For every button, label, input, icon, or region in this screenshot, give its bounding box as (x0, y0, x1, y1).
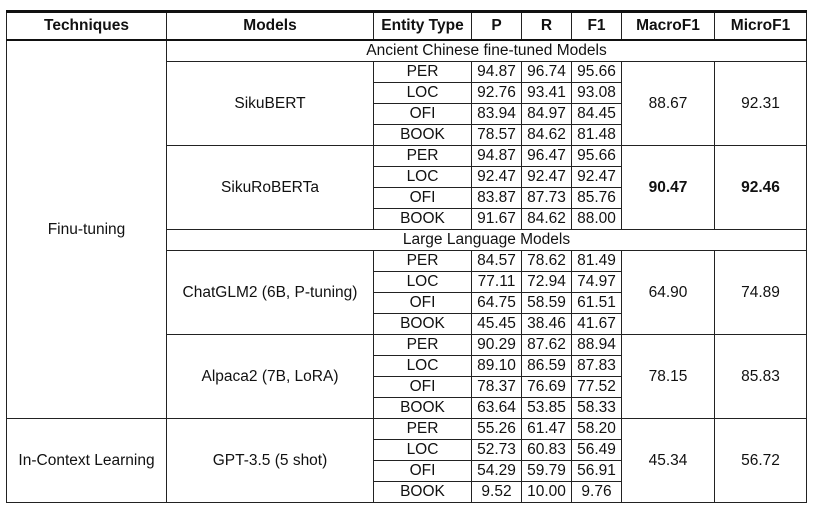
entity-type: OFI (374, 293, 472, 314)
entity-type: OFI (374, 104, 472, 125)
p-value: 91.67 (472, 209, 522, 230)
p-value: 64.75 (472, 293, 522, 314)
r-value: 87.73 (522, 188, 572, 209)
model-name: ChatGLM2 (6B, P-tuning) (167, 251, 374, 335)
r-value: 59.79 (522, 461, 572, 482)
f1-value: 58.20 (572, 419, 622, 440)
r-value: 84.62 (522, 209, 572, 230)
model-name: GPT-3.5 (5 shot) (167, 419, 374, 503)
technique-fine-tuning: Finu-tuning (7, 40, 167, 419)
table-row (7, 419, 807, 440)
r-value: 53.85 (522, 398, 572, 419)
f1-value: 84.45 (572, 104, 622, 125)
r-value: 86.59 (522, 356, 572, 377)
header-entity-type: Entity Type (374, 12, 472, 41)
micro-f1-value: 74.89 (715, 251, 807, 335)
p-value: 94.87 (472, 62, 522, 83)
section-ancient: Ancient Chinese fine-tuned Models (167, 40, 807, 62)
header-macro-f1: MacroF1 (622, 12, 715, 41)
f1-value: 74.97 (572, 272, 622, 293)
entity-type: BOOK (374, 209, 472, 230)
r-value: 60.83 (522, 440, 572, 461)
f1-value: 41.67 (572, 314, 622, 335)
header-p: P (472, 12, 522, 41)
r-value: 93.41 (522, 83, 572, 104)
f1-value: 88.94 (572, 335, 622, 356)
p-value: 9.52 (472, 482, 522, 503)
f1-value: 92.47 (572, 167, 622, 188)
micro-f1-value: 92.46 (715, 146, 807, 230)
f1-value: 81.48 (572, 125, 622, 146)
entity-type: OFI (374, 461, 472, 482)
f1-value: 56.49 (572, 440, 622, 461)
p-value: 55.26 (472, 419, 522, 440)
r-value: 78.62 (522, 251, 572, 272)
r-value: 72.94 (522, 272, 572, 293)
p-value: 92.76 (472, 83, 522, 104)
p-value: 63.64 (472, 398, 522, 419)
p-value: 54.29 (472, 461, 522, 482)
entity-type: PER (374, 419, 472, 440)
p-value: 77.11 (472, 272, 522, 293)
f1-value: 93.08 (572, 83, 622, 104)
macro-f1-value: 45.34 (622, 419, 715, 503)
macro-f1-value: 64.90 (622, 251, 715, 335)
macro-f1-value: 88.67 (622, 62, 715, 146)
entity-type: BOOK (374, 398, 472, 419)
entity-type: BOOK (374, 314, 472, 335)
f1-value: 61.51 (572, 293, 622, 314)
f1-value: 56.91 (572, 461, 622, 482)
entity-type: LOC (374, 83, 472, 104)
entity-type: LOC (374, 440, 472, 461)
r-value: 76.69 (522, 377, 572, 398)
section-llm: Large Language Models (167, 230, 807, 251)
r-value: 92.47 (522, 167, 572, 188)
f1-value: 95.66 (572, 62, 622, 83)
r-value: 84.97 (522, 104, 572, 125)
entity-type: LOC (374, 272, 472, 293)
entity-type: BOOK (374, 482, 472, 503)
header-r: R (522, 12, 572, 41)
p-value: 94.87 (472, 146, 522, 167)
technique-icl: In-Context Learning (7, 419, 167, 503)
header-f1: F1 (572, 12, 622, 41)
r-value: 38.46 (522, 314, 572, 335)
r-value: 10.00 (522, 482, 572, 503)
macro-f1-value: 90.47 (622, 146, 715, 230)
p-value: 78.37 (472, 377, 522, 398)
f1-value: 81.49 (572, 251, 622, 272)
macro-f1-value: 78.15 (622, 335, 715, 419)
header-row (7, 12, 807, 41)
p-value: 52.73 (472, 440, 522, 461)
entity-type: BOOK (374, 125, 472, 146)
header-models: Models (167, 12, 374, 41)
entity-type: PER (374, 146, 472, 167)
r-value: 61.47 (522, 419, 572, 440)
f1-value: 77.52 (572, 377, 622, 398)
entity-type: PER (374, 335, 472, 356)
f1-value: 58.33 (572, 398, 622, 419)
f1-value: 87.83 (572, 356, 622, 377)
model-name: Alpaca2 (7B, LoRA) (167, 335, 374, 419)
r-value: 87.62 (522, 335, 572, 356)
results-table (6, 10, 807, 503)
p-value: 92.47 (472, 167, 522, 188)
p-value: 83.94 (472, 104, 522, 125)
entity-type: LOC (374, 167, 472, 188)
r-value: 58.59 (522, 293, 572, 314)
p-value: 89.10 (472, 356, 522, 377)
r-value: 96.74 (522, 62, 572, 83)
p-value: 45.45 (472, 314, 522, 335)
section-row (7, 40, 807, 62)
micro-f1-value: 85.83 (715, 335, 807, 419)
micro-f1-value: 92.31 (715, 62, 807, 146)
model-name: SikuBERT (167, 62, 374, 146)
header-techniques: Techniques (7, 12, 167, 41)
p-value: 83.87 (472, 188, 522, 209)
p-value: 90.29 (472, 335, 522, 356)
r-value: 96.47 (522, 146, 572, 167)
micro-f1-value: 56.72 (715, 419, 807, 503)
entity-type: OFI (374, 377, 472, 398)
f1-value: 9.76 (572, 482, 622, 503)
f1-value: 95.66 (572, 146, 622, 167)
entity-type: PER (374, 62, 472, 83)
entity-type: LOC (374, 356, 472, 377)
entity-type: PER (374, 251, 472, 272)
entity-type: OFI (374, 188, 472, 209)
header-micro-f1: MicroF1 (715, 12, 807, 41)
p-value: 78.57 (472, 125, 522, 146)
model-name: SikuRoBERTa (167, 146, 374, 230)
r-value: 84.62 (522, 125, 572, 146)
f1-value: 85.76 (572, 188, 622, 209)
p-value: 84.57 (472, 251, 522, 272)
f1-value: 88.00 (572, 209, 622, 230)
